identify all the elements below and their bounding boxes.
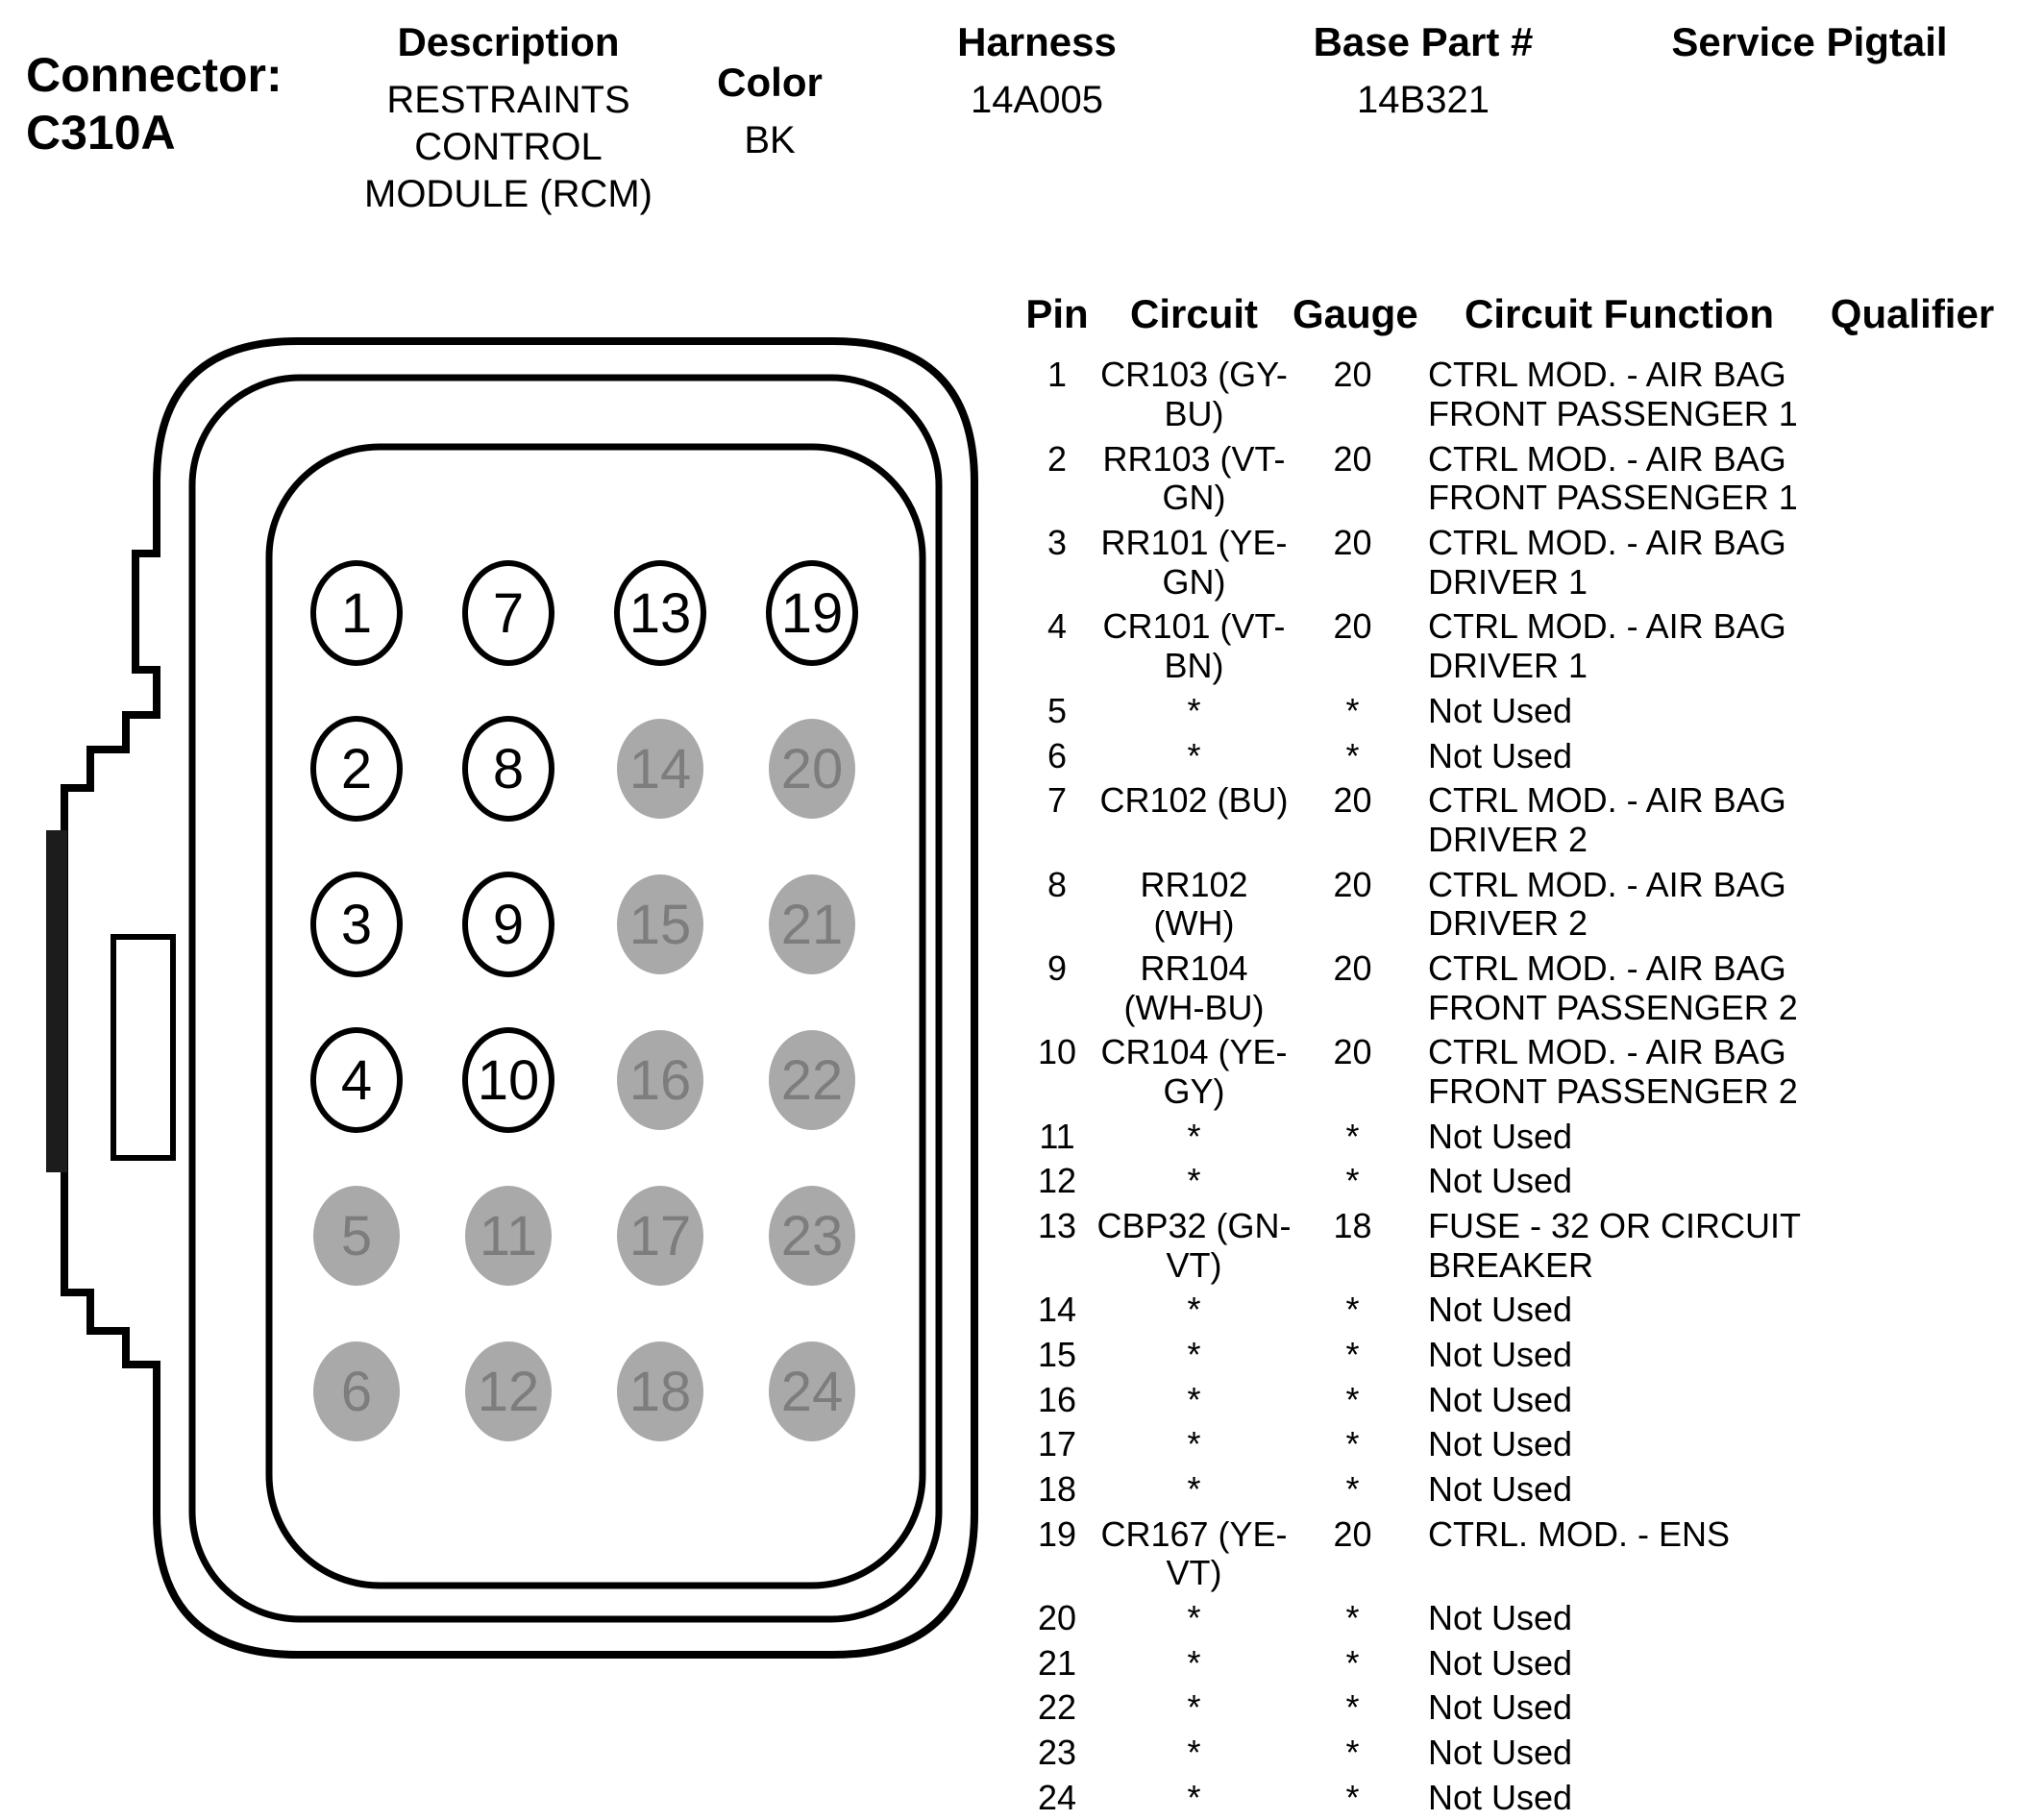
pin-cell: 7 — [1046, 780, 1068, 821]
pin-9 — [465, 874, 552, 974]
circuit-cell: RR103 (VT-GN) — [1102, 438, 1286, 518]
circuit-cell: CBP32 (GN-VT) — [1096, 1205, 1292, 1285]
table-row — [1019, 1333, 1999, 1378]
qualifier-cell — [1826, 1422, 1999, 1467]
circuit-function-cell: CTRL MOD. - AIR BAG FRONT PASSENGER 2 — [1428, 1032, 1798, 1111]
keying-slot — [113, 937, 173, 1158]
circuit-function-cell: Not Used — [1428, 1687, 1573, 1728]
circuit-function-cell: CTRL MOD. - AIR BAG DRIVER 1 — [1428, 523, 1786, 602]
pin-cell: 18 — [1037, 1468, 1077, 1509]
circuit-function-cell: CTRL MOD. - AIR BAG DRIVER 2 — [1428, 864, 1786, 944]
circuit-cell: * — [1187, 1334, 1201, 1374]
circuit-cell: CR167 (YE-VT) — [1100, 1513, 1288, 1593]
pin-12 — [465, 1341, 552, 1441]
pin-2 — [313, 719, 400, 819]
pin-cell: 15 — [1037, 1334, 1077, 1374]
pin-3 — [313, 874, 400, 974]
table-row — [1019, 689, 1999, 734]
qualifier-cell — [1826, 1030, 1999, 1114]
circuit-function-cell: Not Used — [1428, 1161, 1573, 1201]
pin-23 — [769, 1186, 855, 1286]
circuit-cell: * — [1187, 735, 1201, 775]
qualifier-cell — [1826, 1731, 1999, 1776]
pin-table-header — [1019, 288, 1999, 339]
field-service-pigtail — [1656, 19, 1963, 77]
svg-text:16: 16 — [628, 1049, 692, 1112]
pin-cell: 24 — [1037, 1777, 1077, 1817]
field-harness — [922, 19, 1152, 124]
gauge-cell: * — [1345, 1732, 1360, 1772]
gauge-cell: * — [1345, 690, 1360, 730]
circuit-cell: * — [1187, 1687, 1201, 1728]
circuit-function-cell: Not Used — [1428, 1424, 1573, 1464]
gauge-cell: * — [1345, 1334, 1360, 1374]
circuit-cell: * — [1187, 1290, 1201, 1330]
gauge-cell: * — [1345, 1468, 1360, 1509]
pin-21 — [769, 874, 855, 974]
table-row — [1019, 437, 1999, 521]
qualifier-cell — [1826, 437, 1999, 521]
circuit-cell: * — [1187, 1642, 1201, 1683]
table-row — [1019, 521, 1999, 604]
gauge-cell: 20 — [1333, 606, 1372, 647]
gauge-cell: * — [1345, 1424, 1360, 1464]
gauge-cell: 20 — [1333, 864, 1372, 904]
circuit-cell: CR103 (GY-BU) — [1100, 355, 1288, 434]
gauge-cell: 20 — [1333, 947, 1372, 988]
gauge-cell: * — [1345, 1777, 1360, 1817]
pin-16 — [617, 1030, 703, 1130]
table-row — [1019, 604, 1999, 688]
pin-cell: 21 — [1037, 1642, 1077, 1683]
pin-19 — [769, 563, 855, 663]
pin-5 — [313, 1186, 400, 1286]
qualifier-cell — [1826, 521, 1999, 604]
circuit-cell: CR101 (VT-BN) — [1102, 606, 1286, 686]
gauge-cell: 20 — [1333, 438, 1372, 479]
pin-cell: 11 — [1039, 1116, 1075, 1156]
field-description — [350, 19, 667, 217]
pin-18 — [617, 1341, 703, 1441]
pin-22 — [769, 1030, 855, 1130]
gauge-cell: * — [1345, 1161, 1360, 1201]
qualifier-cell — [1826, 1204, 1999, 1288]
circuit-function-cell: CTRL MOD. - AIR BAG DRIVER 1 — [1428, 606, 1786, 686]
table-row — [1019, 1204, 1999, 1288]
pin-17 — [617, 1186, 703, 1286]
circuit-cell: * — [1187, 1597, 1201, 1637]
svg-text:9: 9 — [492, 894, 525, 956]
circuit-function-cell: Not Used — [1428, 1468, 1573, 1509]
circuit-function-cell: Not Used — [1428, 735, 1573, 775]
circuit-function-cell: CTRL MOD. - AIR BAG DRIVER 2 — [1428, 780, 1786, 859]
gauge-cell: * — [1345, 1116, 1360, 1156]
pin-cell: 3 — [1046, 523, 1068, 563]
pin-table — [1019, 288, 1999, 1820]
table-row — [1019, 1030, 1999, 1114]
svg-text:7: 7 — [492, 582, 525, 645]
pin-cell: 6 — [1046, 735, 1068, 775]
pin-13 — [617, 563, 703, 663]
svg-text:23: 23 — [780, 1205, 844, 1267]
pin-4 — [313, 1030, 400, 1130]
field-color-label: Color — [717, 60, 823, 105]
qualifier-cell — [1826, 1776, 1999, 1820]
svg-text:2: 2 — [340, 738, 373, 800]
qualifier-cell — [1826, 1596, 1999, 1641]
pin-cell: 14 — [1037, 1290, 1077, 1330]
header-pin: Pin — [1025, 291, 1089, 336]
connector-label: Connector: — [26, 48, 283, 102]
pin-15 — [617, 874, 703, 974]
field-base-part-label: Base Part # — [1313, 19, 1534, 64]
svg-text:3: 3 — [340, 894, 373, 956]
circuit-function-cell: Not Used — [1428, 1116, 1573, 1156]
gauge-cell: * — [1345, 1687, 1360, 1728]
pin-cell: 19 — [1037, 1513, 1077, 1554]
circuit-cell: RR104 (WH-BU) — [1123, 947, 1265, 1027]
circuit-function-cell: Not Used — [1428, 1732, 1573, 1772]
circuit-function-cell: Not Used — [1428, 690, 1573, 730]
svg-text:11: 11 — [479, 1205, 538, 1267]
header-circuit: Circuit — [1129, 291, 1258, 336]
gauge-cell: * — [1345, 1379, 1360, 1419]
table-row — [1019, 353, 1999, 436]
gauge-cell: * — [1345, 1290, 1360, 1330]
svg-text:10: 10 — [477, 1049, 540, 1112]
table-row — [1019, 778, 1999, 862]
pin-cell: 9 — [1046, 947, 1068, 988]
gauge-cell: 18 — [1333, 1205, 1372, 1245]
circuit-cell: * — [1187, 1732, 1201, 1772]
circuit-cell: RR102 (WH) — [1140, 864, 1248, 944]
svg-text:13: 13 — [628, 582, 692, 645]
circuit-cell: * — [1187, 1116, 1201, 1156]
pin-cell: 16 — [1037, 1379, 1077, 1419]
circuit-cell: CR102 (BU) — [1099, 780, 1289, 821]
svg-text:6: 6 — [340, 1361, 373, 1423]
pin-table-body — [1019, 353, 1999, 1820]
circuit-function-cell: Not Used — [1428, 1334, 1573, 1374]
pin-cell: 8 — [1046, 864, 1068, 904]
circuit-cell: * — [1187, 690, 1201, 730]
pin-cell: 20 — [1037, 1597, 1077, 1637]
header-qualifier: Qualifier — [1830, 291, 1995, 336]
qualifier-cell — [1826, 947, 1999, 1030]
svg-text:19: 19 — [780, 582, 844, 645]
pin-cell: 2 — [1046, 438, 1068, 479]
circuit-function-cell: CTRL MOD. - AIR BAG FRONT PASSENGER 1 — [1428, 355, 1798, 434]
circuit-function-cell: Not Used — [1428, 1290, 1573, 1330]
pin-cell: 13 — [1037, 1205, 1077, 1245]
gauge-cell: * — [1345, 735, 1360, 775]
circuit-cell: * — [1187, 1161, 1201, 1201]
circuit-function-cell: Not Used — [1428, 1379, 1573, 1419]
table-row — [1019, 1596, 1999, 1641]
qualifier-cell — [1826, 1378, 1999, 1423]
qualifier-cell — [1826, 1288, 1999, 1333]
pin-24 — [769, 1341, 855, 1441]
qualifier-cell — [1826, 1513, 1999, 1596]
table-row — [1019, 1378, 1999, 1423]
circuit-cell: CR104 (YE-GY) — [1100, 1032, 1288, 1111]
table-row — [1019, 1467, 1999, 1513]
table-row — [1019, 1776, 1999, 1820]
pin-6 — [313, 1341, 400, 1441]
gauge-cell: * — [1345, 1642, 1360, 1683]
gauge-cell: 20 — [1333, 523, 1372, 563]
qualifier-cell — [1826, 353, 1999, 436]
circuit-cell: * — [1187, 1777, 1201, 1817]
svg-text:18: 18 — [628, 1361, 692, 1423]
pin-20 — [769, 719, 855, 819]
table-row — [1019, 1731, 1999, 1776]
connector-title — [26, 46, 283, 161]
pin-7 — [465, 563, 552, 663]
qualifier-cell — [1826, 778, 1999, 862]
latch-bar — [46, 830, 67, 1172]
svg-text:5: 5 — [340, 1205, 373, 1267]
qualifier-cell — [1826, 1115, 1999, 1160]
gauge-cell: 20 — [1333, 1032, 1372, 1072]
pin-8 — [465, 719, 552, 819]
field-service-pigtail-label: Service Pigtail — [1671, 19, 1948, 64]
qualifier-cell — [1826, 1467, 1999, 1513]
field-harness-label: Harness — [957, 19, 1117, 64]
svg-text:1: 1 — [340, 582, 373, 645]
table-row — [1019, 1422, 1999, 1467]
header-function: Circuit Function — [1465, 291, 1774, 336]
pin-cell: 1 — [1046, 355, 1068, 395]
field-base-part-value: 14B321 — [1357, 79, 1490, 121]
connector-drawing — [19, 317, 1019, 1701]
field-base-part — [1269, 19, 1577, 124]
svg-text:21: 21 — [780, 894, 844, 956]
field-harness-value: 14A005 — [971, 79, 1103, 121]
qualifier-cell — [1826, 1641, 1999, 1686]
pin-1 — [313, 563, 400, 663]
circuit-cell: * — [1187, 1424, 1201, 1464]
field-color — [702, 60, 837, 164]
svg-text:24: 24 — [780, 1361, 844, 1423]
qualifier-cell — [1826, 1685, 1999, 1731]
table-row — [1019, 1685, 1999, 1731]
table-row — [1019, 1513, 1999, 1596]
circuit-cell: * — [1187, 1468, 1201, 1509]
pin-cell: 10 — [1037, 1032, 1077, 1072]
svg-text:8: 8 — [492, 738, 525, 800]
pin-14 — [617, 719, 703, 819]
pin-cell: 5 — [1046, 690, 1068, 730]
pin-11 — [465, 1186, 552, 1286]
pin-10 — [465, 1030, 552, 1130]
table-row — [1019, 734, 1999, 779]
table-row — [1019, 1159, 1999, 1204]
svg-text:17: 17 — [628, 1205, 692, 1267]
field-color-value: BK — [744, 119, 796, 161]
pin-cell: 12 — [1037, 1161, 1077, 1201]
circuit-function-cell: CTRL MOD. - AIR BAG FRONT PASSENGER 1 — [1428, 438, 1798, 518]
pin-cell: 17 — [1037, 1424, 1077, 1464]
svg-text:14: 14 — [628, 738, 692, 800]
table-row — [1019, 1115, 1999, 1160]
qualifier-cell — [1826, 604, 1999, 688]
circuit-cell: * — [1187, 1379, 1201, 1419]
circuit-function-cell: CTRL MOD. - AIR BAG FRONT PASSENGER 2 — [1428, 947, 1798, 1027]
circuit-function-cell: Not Used — [1428, 1642, 1573, 1683]
circuit-function-cell: Not Used — [1428, 1597, 1573, 1637]
svg-text:20: 20 — [780, 738, 844, 800]
qualifier-cell — [1826, 689, 1999, 734]
table-row — [1019, 863, 1999, 947]
field-description-label: Description — [397, 19, 620, 64]
circuit-function-cell: Not Used — [1428, 1777, 1573, 1817]
pin-cell: 4 — [1046, 606, 1068, 647]
circuit-function-cell: FUSE - 32 OR CIRCUIT BREAKER — [1428, 1205, 1801, 1285]
qualifier-cell — [1826, 1159, 1999, 1204]
qualifier-cell — [1826, 863, 1999, 947]
header-gauge: Gauge — [1293, 291, 1418, 336]
gauge-cell: 20 — [1333, 355, 1372, 395]
svg-text:22: 22 — [780, 1049, 844, 1112]
gauge-cell: 20 — [1333, 1513, 1372, 1554]
field-description-value: RESTRAINTS CONTROL MODULE (RCM) — [364, 79, 652, 215]
qualifier-cell — [1826, 734, 1999, 779]
svg-text:4: 4 — [340, 1049, 373, 1112]
connector-id: C310A — [26, 106, 176, 160]
table-row — [1019, 947, 1999, 1030]
qualifier-cell — [1826, 1333, 1999, 1378]
table-row — [1019, 1641, 1999, 1686]
pin-cell: 23 — [1037, 1732, 1077, 1772]
gauge-cell: * — [1345, 1597, 1360, 1637]
circuit-cell: RR101 (YE-GN) — [1100, 523, 1288, 602]
circuit-function-cell: CTRL. MOD. - ENS — [1428, 1513, 1731, 1554]
table-row — [1019, 1288, 1999, 1333]
gauge-cell: 20 — [1333, 780, 1372, 821]
svg-text:15: 15 — [628, 894, 692, 956]
pin-cell: 22 — [1037, 1687, 1077, 1728]
svg-text:12: 12 — [477, 1361, 540, 1423]
